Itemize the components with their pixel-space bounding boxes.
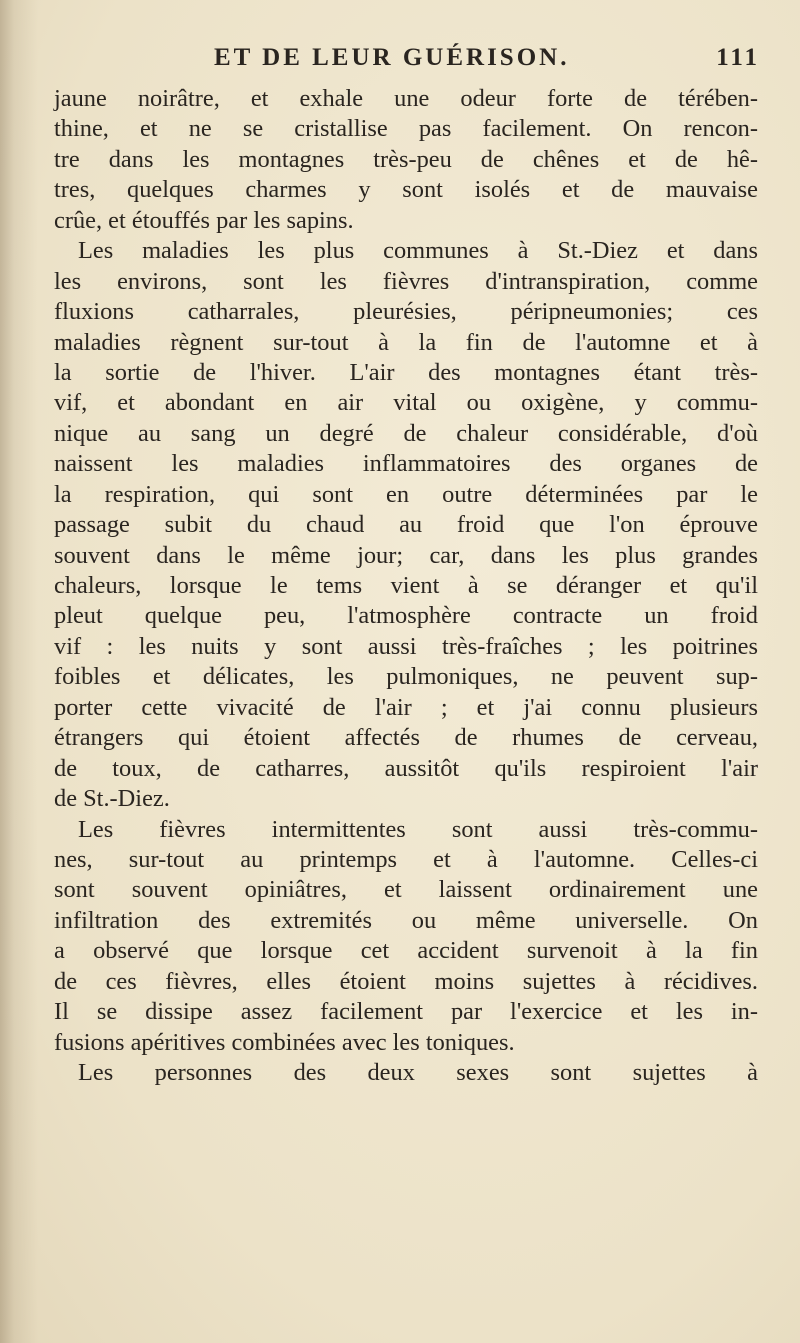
text-line: les environs, sont les fièvres d'intranspiration, comme	[54, 267, 758, 295]
body-text	[54, 84, 758, 1088]
text-line: infiltration des extremités ou même universelle. On	[54, 906, 758, 934]
text-line: nes, sur-tout au printemps et à l'automne. Celles-ci	[54, 845, 758, 873]
text-line: vif : les nuits y sont aussi très-fraîches ; les poitrines	[54, 632, 758, 660]
running-title: ET DE LEUR GUÉRISON.	[214, 44, 570, 71]
text-line: la respiration, qui sont en outre déterminées par le	[54, 480, 758, 508]
text-line: jaune noirâtre, et exhale une odeur forte de térében-	[54, 85, 758, 112]
text-line: Il se dissipe assez facilement par l'exercice et les in-	[54, 998, 758, 1026]
text-line: crûe, et étouffés par les sapins.	[54, 206, 354, 234]
text-line: pleut quelque peu, l'atmosphère contracte un froid	[54, 602, 758, 630]
text-line: fusions apéritives combinées avec les toniques.	[54, 1028, 515, 1056]
text-line: a observé que lorsque cet accident survenoit à la fin	[54, 937, 758, 965]
text-line: foibles et délicates, les pulmoniques, ne peuvent sup-	[54, 663, 758, 691]
text-line: tres, quelques charmes y sont isolés et de mauvaise	[54, 176, 758, 204]
text-line: tre dans les montagnes très-peu de chênes et de hê-	[54, 145, 758, 173]
text-line: Les fièvres intermittentes sont aussi très-commu-	[78, 815, 758, 843]
running-head	[64, 44, 764, 76]
text-line: la sortie de l'hiver. L'air des montagnes étant très-	[54, 358, 758, 386]
text-line: porter cette vivacité de l'air ; et j'ai connu plusieurs	[54, 693, 758, 721]
text-line: de toux, de catharres, aussitôt qu'ils respiroient l'air	[54, 754, 758, 782]
text-line: fluxions catharrales, pleurésies, péripneumonies; ces	[54, 298, 758, 326]
text-line: vif, et abondant en air vital ou oxigène, y commu-	[54, 389, 758, 417]
text-line: étrangers qui étoient affectés de rhumes de cerveau,	[54, 724, 758, 752]
page-number: 111	[716, 44, 760, 71]
text-line: chaleurs, lorsque le tems vient à se déranger et qu'il	[54, 572, 758, 599]
text-line: sont souvent opiniâtres, et laissent ordinairement une	[54, 876, 758, 904]
text-line: nique au sang un degré de chaleur considérable, d'où	[54, 419, 758, 447]
text-line: passage subit du chaud au froid que l'on éprouve	[54, 511, 758, 539]
text-line: naissent les maladies inflammatoires des organes de	[54, 450, 758, 478]
text-line: de St.-Diez.	[54, 785, 170, 813]
text-line: de ces fièvres, elles étoient moins sujettes à récidives.	[54, 967, 758, 995]
text-line: souvent dans le même jour; car, dans les plus grandes	[54, 541, 758, 569]
text-line: Les maladies les plus communes à St.-Diez et dans	[78, 237, 758, 265]
text-line: maladies règnent sur-tout à la fin de l'automne et à	[54, 328, 758, 356]
text-line: Les personnes des deux sexes sont sujettes à	[78, 1059, 758, 1086]
text-line: thine, et ne se cristallise pas facilement. On rencon-	[54, 115, 758, 143]
